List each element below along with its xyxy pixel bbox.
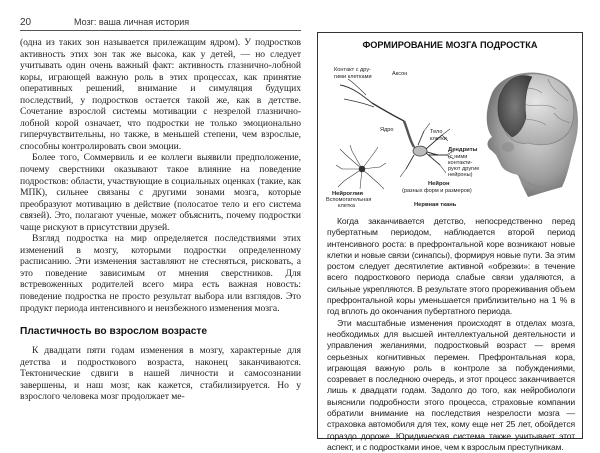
figure-title: ФОРМИРОВАНИЕ МОЗГА ПОДРОСТКА (362, 40, 538, 50)
label-dendrites-sub3: руют другие (448, 166, 480, 172)
section-heading: Пластичность во взрослом возрасте (20, 326, 208, 338)
sidebar-figure (317, 32, 583, 452)
label-contact-line1: Контакт с дру- (334, 67, 372, 73)
running-head: Мозг: ваша личная история (74, 17, 190, 27)
body-paragraph: К двадцати пяти годам изменения в мозгу, характерные для детства и подросткового возраста, наконец заканчиваются. Тектонические сдвиги в нашей личности и самосознании завершены, и наш мозг, как кажется, стабилизируется. Но у взрослого человека мозг продолжает ме- (20, 345, 301, 403)
neuroglia-illustration (336, 145, 386, 189)
page-number: 20 (20, 17, 32, 28)
label-axon: Аксон (392, 71, 408, 77)
label-cell-body-line1: Тело (430, 129, 443, 135)
body-paragraph: Более того, Соммервиль и ее коллеги выявили предположение, почему сверстники оказывают такое влияние на поведение подростков: области, участвующие в социальных оценках (такие, как МПК), сильнее связаны с другими зонами мозга, которые преобразуют мотивацию в действие (полосатое тело и его система связей). Это, полагают ученые, может объяснить, почему подростки чаще рискуют в присутствии друзей. (20, 152, 301, 233)
label-neuron-sub: (разных форм и размеров) (402, 188, 472, 194)
header-rule (20, 30, 301, 31)
body-paragraph: (одна из таких зон называется прилежащим ядром). У подростков активность этих зон так же высока, как у детей, — но следует учитывать один очень важный факт: активность глазнично-лобной коры, играющей важную роль в этих процессах, как принятие оперативных решений, внимание и симуляция будущих последствий, у подростков остается такой же, как в детстве. Сочетание взрослой системы мотивации с незрелой глазнично-лобной корой означает, что подростки не только эмоционально гиперчувствительны, но также, в меньшей степени, чем взрослые, способны контролировать свои эмоции. (20, 37, 301, 152)
label-dendrites-sub4: нейроны) (448, 172, 473, 178)
label-dendrites-sub2: контакти- (448, 160, 473, 166)
figure-text (327, 216, 575, 453)
label-nucleus: Ядро (380, 127, 394, 133)
figure-paragraph: Когда заканчивается детство, непосредственно перед пубертатным периодом, наблюдается второй период интенсивного роста: в префронтальной коре возникают новые клетки и новые связи (синапсы), формируя новые пути. За этим ростом следует десятилетие активной «обрезки»: в течение всего подросткового периода слабые связи удаляются, а сильные укрепляются. В результате этого прореживания объем префронтальной коры уменьшается приблизительно на 1 % в год вплоть до окончания пубертатного периода. (327, 216, 575, 317)
label-neuroglia-sub2: клетка (338, 203, 355, 209)
figure-paragraph: Эти масштабные изменения происходят в отделах мозга, необходимых для высшей интеллектуальной деятельности и управления желаниями, подростковый возраст — время серьезных когнитивных перемен. Префронтальная кора, играющая важную роль в контроле за побуждениями, созревает в последнюю очередь, и этот процесс заканчивается лишь к двадцати годам. Задолго до того, как нейробиологи выяснили подробности этого процесса, страховые компании обратили внимание на последствия незрелости мозга — страховка автомобиля для тех, кому еще нет 25 лет, обойдется гораздо дороже. Юридическая система также учитывает этот аспект, и с подростками иное, чем к взрослым преступникам. (327, 317, 575, 452)
label-dendrites-sub1: (с ними (448, 154, 468, 160)
neuron-illustration (340, 79, 454, 177)
label-neuron: Нейрон (428, 181, 450, 187)
neuron-brain-illustration (322, 51, 580, 209)
label-nerve-tissue: Нервная ткань (414, 202, 457, 208)
label-dendrites: Дендриты (448, 147, 478, 153)
label-cell-body-line2: клетки (430, 136, 447, 142)
body-paragraph: Взгляд подростка на мир определяется последствиями этих изменений в мозгу, которыми подростки определенному расписанию. Эти изменения заставляют не стесняться, рисковать, а это поведение зависимым от мнения сверстников. Для встревоженных родителей всего мира есть важная новость: поведение подростка не просто результат выбора или взглядов. Это продукт периода интенсивного и неизбежного изменения мозга. (20, 233, 301, 314)
label-neuroglia-sub1: Вспомогательная (326, 197, 372, 203)
left-column (20, 37, 301, 403)
label-neuroglia: Нейроглия (332, 191, 363, 197)
label-contact-line2: гими клетками (334, 74, 372, 80)
